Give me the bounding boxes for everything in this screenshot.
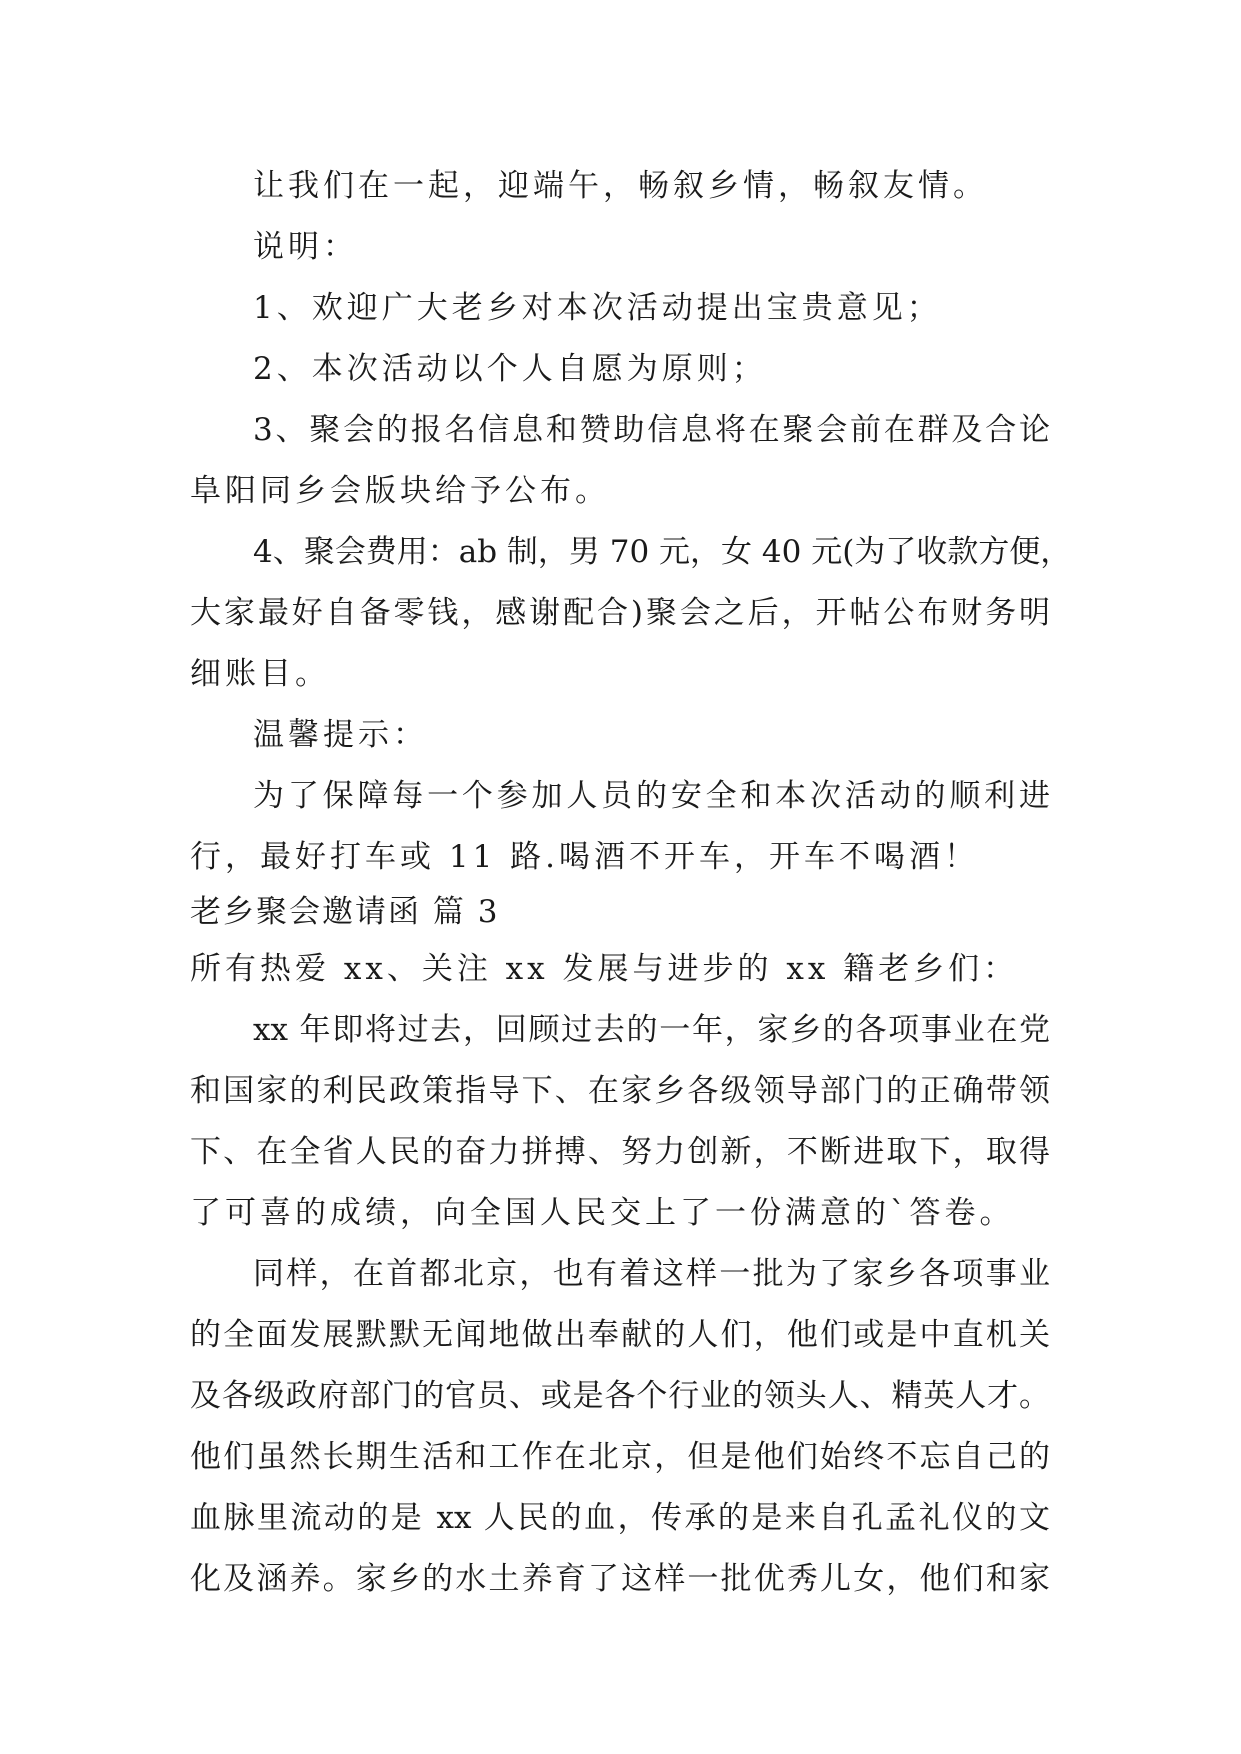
paragraph-2-line-4: 他们虽然长期生活和工作在北京，但是他们始终不忘自己的 (190, 1439, 1050, 1475)
list-item-3-line-1: 3、聚会的报名信息和赞助信息将在聚会前在群及合论 (253, 412, 1050, 448)
paragraph-2-line-3: 及各级政府部门的官员、或是各个行业的领头人、精英人才。 (190, 1378, 1050, 1414)
list-item-4-line-3: 细账目。 (190, 656, 330, 692)
list-item-4-line-1: 4、聚会费用：ab 制，男 70 元，女 40 元(为了收款方便， (253, 534, 1072, 570)
paragraph-2-line-2: 的全面发展默默无闻地做出奉献的人们，他们或是中直机关 (190, 1317, 1050, 1353)
salutation: 所有热爱 xx、关注 xx 发展与进步的 xx 籍老乡们： (190, 951, 1019, 987)
list-item-1: 1、欢迎广大老乡对本次活动提出宝贵意见； (253, 290, 942, 326)
label-explanation: 说明： (253, 229, 358, 265)
paragraph-2-line-6: 化及涵养。家乡的水土养育了这样一批优秀儿女，他们和家 (190, 1561, 1050, 1597)
tips-line-2: 行，最好打车或 11 路.喝酒不开车，开车不喝酒！ (190, 839, 980, 875)
paragraph-2-line-1: 同样，在首都北京，也有着这样一批为了家乡各项事业 (253, 1256, 1050, 1292)
list-item-3-line-2: 阜阳同乡会版块给予公布。 (190, 473, 610, 509)
paragraph-1-line-4: 了可喜的成绩，向全国人民交上了一份满意的`答卷。 (190, 1195, 1015, 1231)
paragraph-line: 让我们在一起，迎端午，畅叙乡情，畅叙友情。 (253, 168, 988, 204)
paragraph-2-line-5: 血脉里流动的是 xx 人民的血，传承的是来自孔孟礼仪的文 (190, 1500, 1050, 1536)
list-item-4-line-2: 大家最好自备零钱，感谢配合)聚会之后，开帖公布财务明 (190, 595, 1050, 631)
paragraph-1-line-3: 下、在全省人民的奋力拼搏、努力创新，不断进取下，取得 (190, 1134, 1050, 1170)
paragraph-1-line-1: xx 年即将过去，回顾过去的一年，家乡的各项事业在党 (253, 1012, 1050, 1048)
tips-line-1: 为了保障每一个参加人员的安全和本次活动的顺利进 (253, 778, 1050, 814)
label-tips: 温馨提示： (253, 717, 428, 753)
section-heading: 老乡聚会邀请函 篇 3 (190, 894, 500, 930)
list-item-2: 2、本次活动以个人自愿为原则； (253, 351, 767, 387)
paragraph-1-line-2: 和国家的利民政策指导下、在家乡各级领导部门的正确带领 (190, 1073, 1050, 1109)
